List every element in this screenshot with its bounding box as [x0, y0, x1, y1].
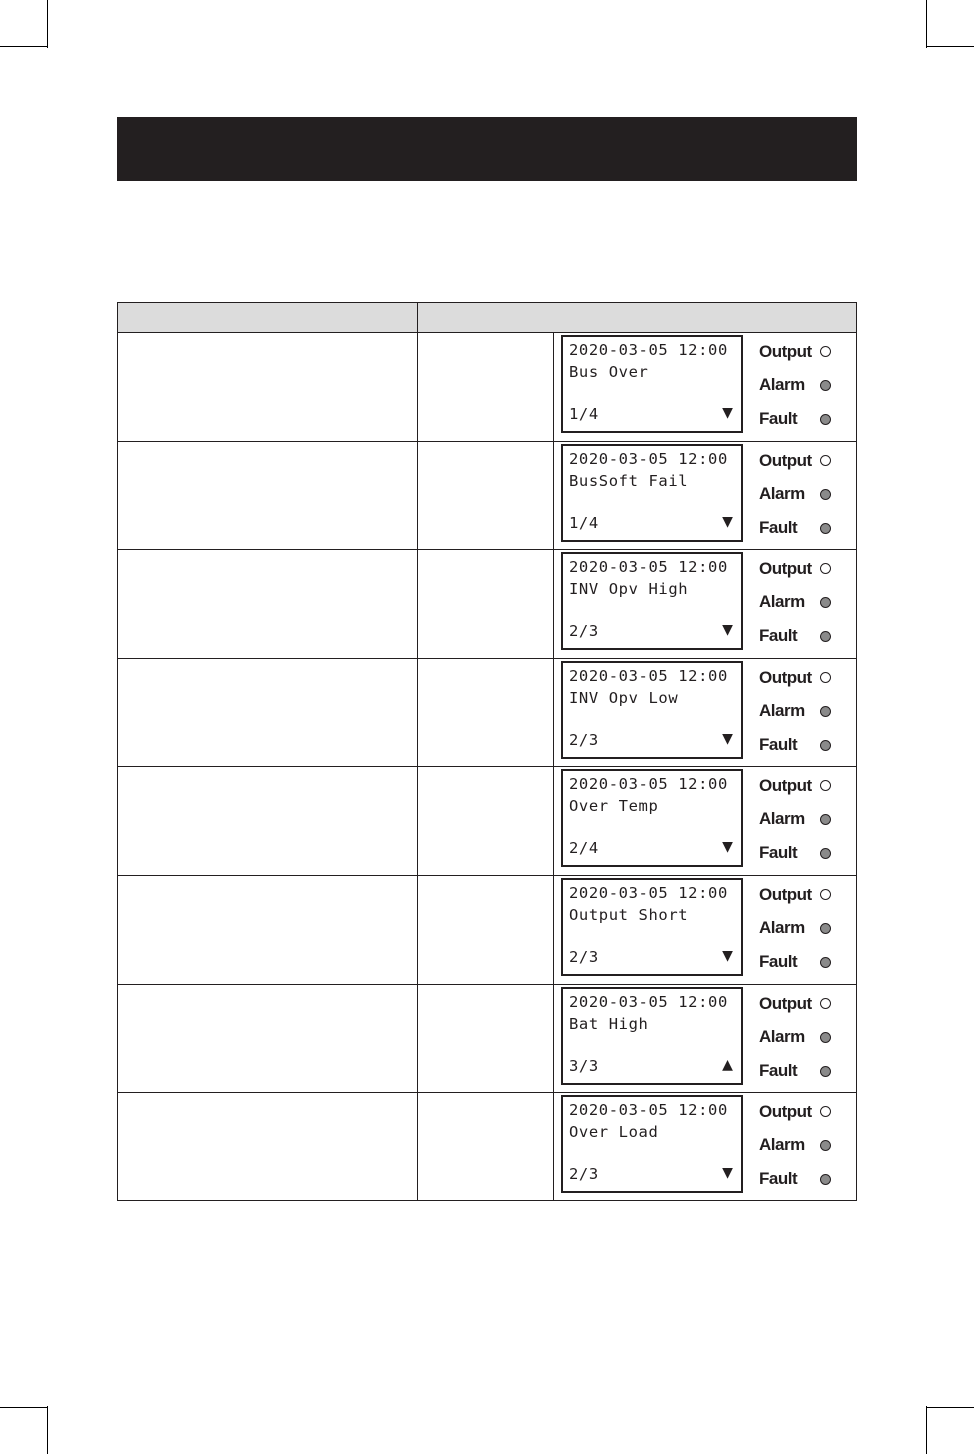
lcd-datetime: 2020-03-05 12:00	[569, 341, 728, 359]
alarm-led-icon	[820, 1140, 831, 1151]
output-led-icon	[820, 672, 831, 683]
alarm-led-label: Alarm	[759, 592, 805, 611]
fault-led-icon	[820, 631, 831, 642]
output-led-icon	[820, 1106, 831, 1117]
led-indicator-group	[759, 883, 849, 983]
lcd-message: Output Short	[569, 906, 689, 924]
crop-mark-top-right-horizontal	[926, 46, 974, 47]
row-divider	[118, 1092, 856, 1093]
lcd-message: INV Opv High	[569, 580, 689, 598]
lcd-page-indicator: 2/3	[569, 731, 599, 749]
triangle-down-icon: ▼	[722, 728, 733, 749]
crop-mark-bottom-right-horizontal	[926, 1407, 974, 1408]
output-led-icon	[820, 889, 831, 900]
fault-led-label: Fault	[759, 1061, 798, 1080]
row-divider	[118, 441, 856, 442]
row-divider	[118, 984, 856, 985]
alarm-led-icon	[820, 1032, 831, 1043]
lcd-screen	[561, 661, 743, 759]
lcd-datetime: 2020-03-05 12:00	[569, 993, 728, 1011]
lcd-screen	[561, 1095, 743, 1193]
lcd-message: Over Temp	[569, 797, 659, 815]
lcd-message: BusSoft Fail	[569, 472, 689, 490]
triangle-down-icon: ▼	[722, 619, 733, 640]
fault-led-icon	[820, 1174, 831, 1185]
lcd-screen	[561, 987, 743, 1085]
fault-led-label: Fault	[759, 952, 798, 971]
lcd-screen	[561, 552, 743, 650]
fault-display-table	[117, 302, 857, 1201]
crop-mark-top-left-horizontal	[0, 46, 48, 47]
fault-led-icon	[820, 848, 831, 859]
output-led-label: Output	[759, 668, 812, 687]
led-indicator-group	[759, 449, 849, 549]
crop-mark-bottom-left-horizontal	[0, 1407, 48, 1408]
lcd-datetime: 2020-03-05 12:00	[569, 775, 728, 793]
led-indicator-group	[759, 557, 849, 657]
triangle-down-icon: ▼	[722, 945, 733, 966]
fault-led-icon	[820, 414, 831, 425]
fault-led-icon	[820, 1066, 831, 1077]
output-led-label: Output	[759, 776, 812, 795]
output-led-label: Output	[759, 1102, 812, 1121]
section-banner	[117, 117, 857, 181]
output-led-label: Output	[759, 559, 812, 578]
row-divider	[118, 766, 856, 767]
column-divider	[417, 303, 418, 1200]
crop-mark-bottom-right-vertical	[926, 1406, 927, 1454]
triangle-down-icon: ▼	[722, 511, 733, 532]
lcd-message: Bat High	[569, 1015, 649, 1033]
lcd-screen	[561, 878, 743, 976]
alarm-led-label: Alarm	[759, 918, 805, 937]
led-indicator-group	[759, 1100, 849, 1200]
led-indicator-group	[759, 992, 849, 1092]
output-led-icon	[820, 998, 831, 1009]
alarm-led-icon	[820, 814, 831, 825]
alarm-led-label: Alarm	[759, 484, 805, 503]
alarm-led-label: Alarm	[759, 809, 805, 828]
crop-mark-bottom-left-vertical	[47, 1406, 48, 1454]
lcd-page-indicator: 2/3	[569, 948, 599, 966]
triangle-up-icon: ▲	[722, 1054, 733, 1075]
row-divider	[118, 875, 856, 876]
alarm-led-icon	[820, 706, 831, 717]
lcd-page-indicator: 1/4	[569, 405, 599, 423]
lcd-datetime: 2020-03-05 12:00	[569, 558, 728, 576]
lcd-message: Over Load	[569, 1123, 659, 1141]
output-led-label: Output	[759, 451, 812, 470]
alarm-led-label: Alarm	[759, 375, 805, 394]
output-led-icon	[820, 455, 831, 466]
lcd-datetime: 2020-03-05 12:00	[569, 1101, 728, 1119]
fault-led-label: Fault	[759, 409, 798, 428]
fault-led-icon	[820, 523, 831, 534]
lcd-datetime: 2020-03-05 12:00	[569, 884, 728, 902]
fault-led-label: Fault	[759, 843, 798, 862]
lcd-message: INV Opv Low	[569, 689, 679, 707]
crop-mark-top-right-vertical	[926, 0, 927, 48]
fault-led-label: Fault	[759, 518, 798, 537]
alarm-led-icon	[820, 489, 831, 500]
lcd-screen	[561, 444, 743, 542]
triangle-down-icon: ▼	[722, 402, 733, 423]
alarm-led-icon	[820, 597, 831, 608]
triangle-down-icon: ▼	[722, 836, 733, 857]
led-indicator-group	[759, 340, 849, 440]
alarm-led-label: Alarm	[759, 1027, 805, 1046]
lcd-page-indicator: 2/3	[569, 622, 599, 640]
lcd-page-indicator: 2/3	[569, 1165, 599, 1183]
fault-led-label: Fault	[759, 735, 798, 754]
lcd-page-indicator: 1/4	[569, 514, 599, 532]
lcd-screen	[561, 769, 743, 867]
lcd-page-indicator: 3/3	[569, 1057, 599, 1075]
table-header-row	[118, 303, 856, 333]
lcd-datetime: 2020-03-05 12:00	[569, 450, 728, 468]
led-indicator-group	[759, 666, 849, 766]
fault-led-icon	[820, 740, 831, 751]
alarm-led-icon	[820, 380, 831, 391]
output-led-label: Output	[759, 885, 812, 904]
crop-mark-top-left-vertical	[47, 0, 48, 48]
lcd-message: Bus Over	[569, 363, 649, 381]
row-divider	[118, 658, 856, 659]
output-led-icon	[820, 563, 831, 574]
alarm-led-icon	[820, 923, 831, 934]
output-led-label: Output	[759, 342, 812, 361]
lcd-screen	[561, 335, 743, 433]
row-divider	[118, 549, 856, 550]
alarm-led-label: Alarm	[759, 1135, 805, 1154]
triangle-down-icon: ▼	[722, 1162, 733, 1183]
fault-led-icon	[820, 957, 831, 968]
output-led-icon	[820, 346, 831, 357]
lcd-datetime: 2020-03-05 12:00	[569, 667, 728, 685]
led-indicator-group	[759, 774, 849, 874]
output-led-icon	[820, 780, 831, 791]
fault-led-label: Fault	[759, 626, 798, 645]
lcd-page-indicator: 2/4	[569, 839, 599, 857]
fault-led-label: Fault	[759, 1169, 798, 1188]
output-led-label: Output	[759, 994, 812, 1013]
alarm-led-label: Alarm	[759, 701, 805, 720]
